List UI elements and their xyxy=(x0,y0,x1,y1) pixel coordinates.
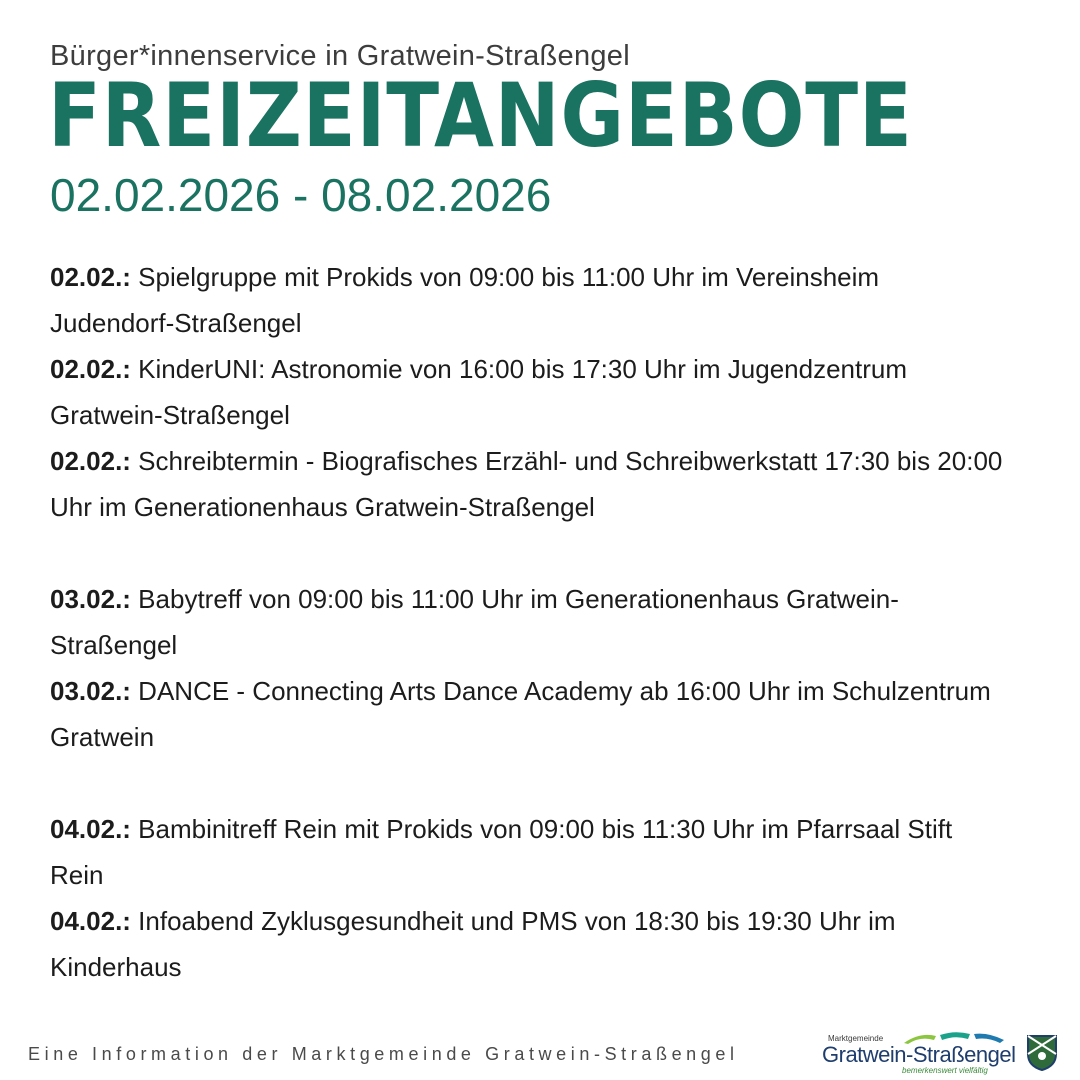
event-item xyxy=(50,806,1010,898)
logo-tagline: bemerkenswert vielfältig xyxy=(902,1066,988,1075)
municipality-logo xyxy=(822,1030,1062,1076)
event-item xyxy=(50,668,1010,760)
header-kicker: Bürger*innenservice in Gratwein-Straßengel xyxy=(50,40,630,72)
event-date: 03.02.: xyxy=(50,584,131,614)
event-date: 04.02.: xyxy=(50,814,131,844)
coat-of-arms-icon xyxy=(1026,1034,1058,1072)
event-text: Schreibtermin - Biografisches Erzähl- und Schreibwerkstatt 17:30 bis 20:00 Uhr im Generationenhaus Gratwein-Straßengel xyxy=(50,446,1003,522)
event-date: 02.02.: xyxy=(50,354,131,384)
event-group-day-1 xyxy=(50,254,1010,530)
logo-wordmark: Gratwein-Straßengel xyxy=(822,1042,1016,1067)
event-item xyxy=(50,346,1010,438)
event-date: 03.02.: xyxy=(50,676,131,706)
page-title: FREIZEITANGEBOTE xyxy=(48,64,913,167)
event-group-day-2 xyxy=(50,576,1010,760)
logo-small-text: Marktgemeinde xyxy=(828,1034,884,1043)
event-text: Infoabend Zyklusgesundheit und PMS von 18:30 bis 19:30 Uhr im Kinderhaus xyxy=(50,906,896,982)
event-date: 04.02.: xyxy=(50,906,131,936)
event-text: Bambinitreff Rein mit Prokids von 09:00 bis 11:30 Uhr im Pfarrsaal Stift Rein xyxy=(50,814,953,890)
event-text: DANCE - Connecting Arts Dance Academy ab 16:00 Uhr im Schulzentrum Gratwein xyxy=(50,676,991,752)
event-item xyxy=(50,254,1010,346)
event-text: Babytreff von 09:00 bis 11:00 Uhr im Generationenhaus Gratwein-Straßengel xyxy=(50,584,899,660)
event-date: 02.02.: xyxy=(50,446,131,476)
event-text: KinderUNI: Astronomie von 16:00 bis 17:30 Uhr im Jugendzentrum Gratwein-Straßengel xyxy=(50,354,908,430)
event-item xyxy=(50,438,1010,530)
event-item xyxy=(50,576,1010,668)
event-text: Spielgruppe mit Prokids von 09:00 bis 11:00 Uhr im Vereinsheim Judendorf-Straßengel xyxy=(50,262,880,338)
event-list xyxy=(50,254,1010,990)
date-range: 02.02.2026 - 08.02.2026 xyxy=(50,169,552,221)
footer-note: Eine Information der Marktgemeinde Gratwein-Straßengel xyxy=(28,1044,739,1064)
event-date: 02.02.: xyxy=(50,262,131,292)
event-group-day-3 xyxy=(50,806,1010,990)
event-item xyxy=(50,898,1010,990)
